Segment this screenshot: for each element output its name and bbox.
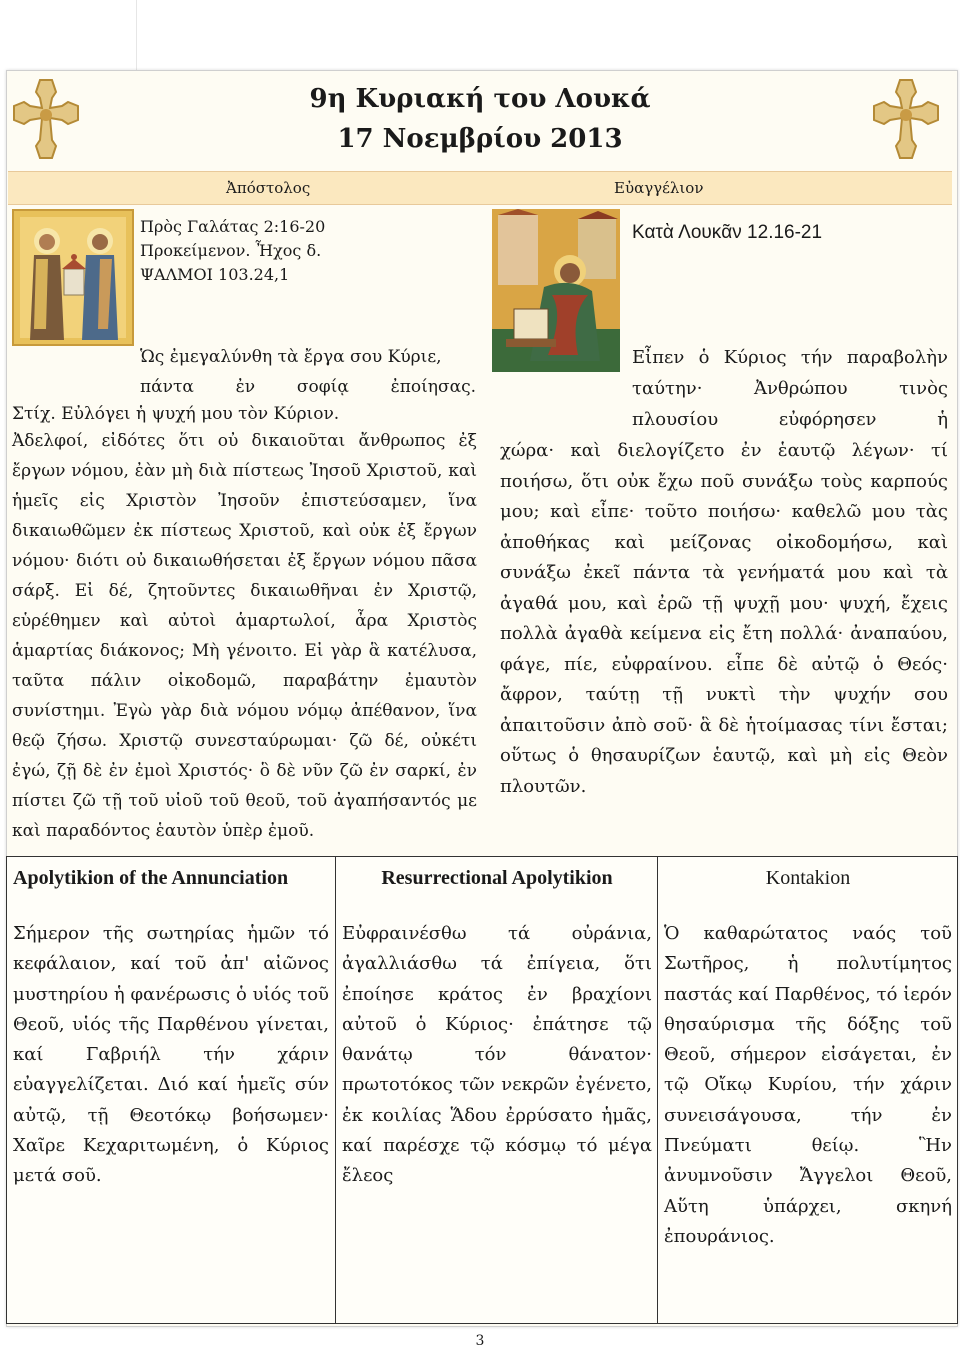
hymn-title: Resurrectional Apolytikion [381, 867, 613, 889]
page-date: 17 Νοεμβρίου 2013 [337, 124, 623, 154]
hymn-column-kontakion [657, 857, 958, 1323]
page-fold [0, 0, 137, 70]
hymn-title: Apolytikion of the Annunciation [13, 867, 289, 889]
hymns-table [6, 856, 958, 1324]
apostle-heading: Ἀπόστολος [226, 179, 311, 197]
evangelist-luke-icon-image [492, 209, 620, 372]
hymn-text: Σήμερον τῆς σωτηρίας ἡμῶν τό κεφάλαιον, καί τοῦ ἀπ' αἰῶνος μυστηρίου ἡ φανέρωσις ὁ υἱός τοῦ Θεοῦ, υἱός τῆς Παρθένου γίνεται, καί Γαβριήλ τήν χάριν εὐαγγελίζεται. Διό καί ἡμεῖς σύν αὐτῷ, τῇ Θεοτόκῳ βοήσωμεν· Χαῖρε Κεχαριτωμένη, ὁ Κύριος μετά σοῦ. [13, 923, 329, 1187]
gospel-text: χώρα· καὶ διελογίζετο ἐν ἑαυτῷ λέγων· τί ποιήσω, ὅτι οὐκ ἔχω ποῦ συνάξω τοὺς καρπούς μου; καὶ εἶπε· τοῦτο ποιήσω· καθελῶ μου τὰς ἀποθήκας καὶ μείζονας οἰκοδομήσω, καὶ συνάξω ἐκεῖ πάντα τὰ γενήματά μου καὶ τὰ ἀγαθά μου, καὶ ἐρῶ τῇ ψυχῇ μου· ψυχή, ἔχεις πολλὰ ἀγαθὰ κείμενα εἰς ἔτη πολλά· ἀναπαύου, φάγε, πίε, εὐφραίνου. εἶπε δὲ αὐτῷ ὁ Θεός· ἄφρον, ταύτῃ τῇ νυκτὶ τὴν ψυχήν σου ἀπαιτοῦσιν ἀπὸ σοῦ· ἃ δὲ ἡτοίμασας τίνι ἔσται; οὕτως ὁ θησαυρίζων ἑαυτῷ, καὶ μὴ εἰς Θεὸν πλουτῶν. [500, 440, 948, 797]
gospel-opening [632, 342, 948, 435]
prokeimenon-line-1: Ὡς ἐμεγαλύνθη τὰ ἔργα σου Κύριε, [140, 347, 442, 367]
apostle-references [140, 215, 325, 287]
hymn-text: Ὁ καθαρώτατος ναός τοῦ Σωτῆρος, ἡ πολυτίμητος παστάς καί Παρθένος, τό ἱερόν θησαύρισμα τῆς δόξης τοῦ Θεοῦ, σήμερον εἰσάγεται, ἐν τῷ Οἴκῳ Κυρίου, τήν χάριν συνεισάγουσα, τήν ἐν Πνεύματι θείῳ. Ἣν ἀνυμνοῦσιν Ἄγγελοι Θεοῦ, Αὕτη ὑπάρχει, σκηνή ἐπουράνιος. [664, 923, 952, 1247]
apostle-reading-ref: Πρὸς Γαλάτας 2:16-20 [140, 217, 326, 236]
gospel-line-2: ταύτην· Ἀνθρώπου τινὸς [632, 378, 948, 399]
epistle-text: Ἀδελφοί, εἰδότες ὅτι οὐ δικαιοῦται ἄνθρωπος ἐξ ἔργων νόμου, ἐὰν μὴ διὰ πίστεως Ἰησοῦ Χριστοῦ, καὶ ἡμεῖς εἰς Χριστὸν Ἰησοῦν ἐπιστεύσαμεν, ἵνα δικαιωθῶμεν ἐκ πίστεως Χριστοῦ, καὶ οὐκ ἐξ ἔργων νόμου· διότι οὐ δικαιωθήσεται ἐξ ἔργων νόμου πᾶσα σάρξ. Εἰ δέ, ζητοῦντες δικαιωθῆναι ἐν Χριστῷ, εὑρέθημεν καὶ αὐτοὶ ἁμαρτωλοί, ἆρα Χριστὸς ἁμαρτίας διάκονος; Μὴ γένοιτο. Εἰ γὰρ ἃ κατέλυσα, ταῦτα πάλιν οἰκοδομῶ, παραβάτην ἐμαυτὸν συνίστημι. Ἐγὼ γὰρ διὰ νόμου νόμῳ ἀπέθανον, ἵνα θεῷ ζήσω. Χριστῷ συνεσταύρωμαι· ζῶ δέ, οὐκέτι ἐγώ, ζῇ δὲ ἐν ἐμοὶ Χριστός· ὃ δὲ νῦν ζῶ ἐν σαρκί, ἐν πίστει ζῶ τῇ τοῦ υἱοῦ τοῦ θεοῦ, τοῦ ἀγαπήσαντός με καὶ παραδόντος ἑαυτὸν ὑπὲρ ἐμοῦ. [12, 431, 477, 841]
prokeimenon [140, 342, 476, 402]
hymn-column-annunciation [7, 857, 335, 1323]
section-headings-band [8, 171, 952, 205]
hymn-text: Εὐφραινέσθω τά οὐράνια, ἀγαλλιάσθω τά ἐπίγεια, ὅτι ἐποίησε κράτος ἐν βραχίονι αὐτοῦ ὁ Κύριος· ἐπάτησε τῷ θανάτῳ τόν θάνατον· πρωτοτόκος τῶν νεκρῶν ἐγένετο, ἐκ κοιλίας Ἅδου ἐρρύσατο ἡμᾶς, καί παρέσχε τῷ κόσμῳ τό μέγα ἔλεος [342, 923, 652, 1187]
stichos: Στίχ. Εὐλόγει ἡ ψυχή μου τὸν Κύριον. [12, 404, 340, 424]
prokeimenon-label: Προκείμενον. Ἦχος δ. [140, 241, 322, 260]
page-title: 9η Κυριακή του Λουκά [309, 84, 651, 114]
gospel-heading: Εὐαγγέλιον [614, 179, 704, 197]
prokeimenon-line-2: πάντα ἐν σοφίᾳ ἐποίησας. [140, 377, 476, 397]
gospel-line-3: πλουσίου εὐφόρησεν ἡ [632, 409, 948, 430]
cross-icon [10, 76, 82, 166]
apostles-icon-image [12, 209, 134, 346]
cross-icon [870, 76, 942, 166]
gospel-line-1: Εἶπεν ὁ Κύριος τήν παραβολὴν [632, 347, 948, 368]
page-number: 3 [475, 1333, 485, 1349]
gospel-reading-ref: Κατὰ Λουκᾶν 12.16-21 [632, 222, 823, 243]
psalm-ref: ΨΑΛΜΟΙ 103.24,1 [140, 265, 290, 284]
hymn-title: Kontakion [765, 867, 851, 889]
hymn-column-resurrectional [335, 857, 658, 1323]
